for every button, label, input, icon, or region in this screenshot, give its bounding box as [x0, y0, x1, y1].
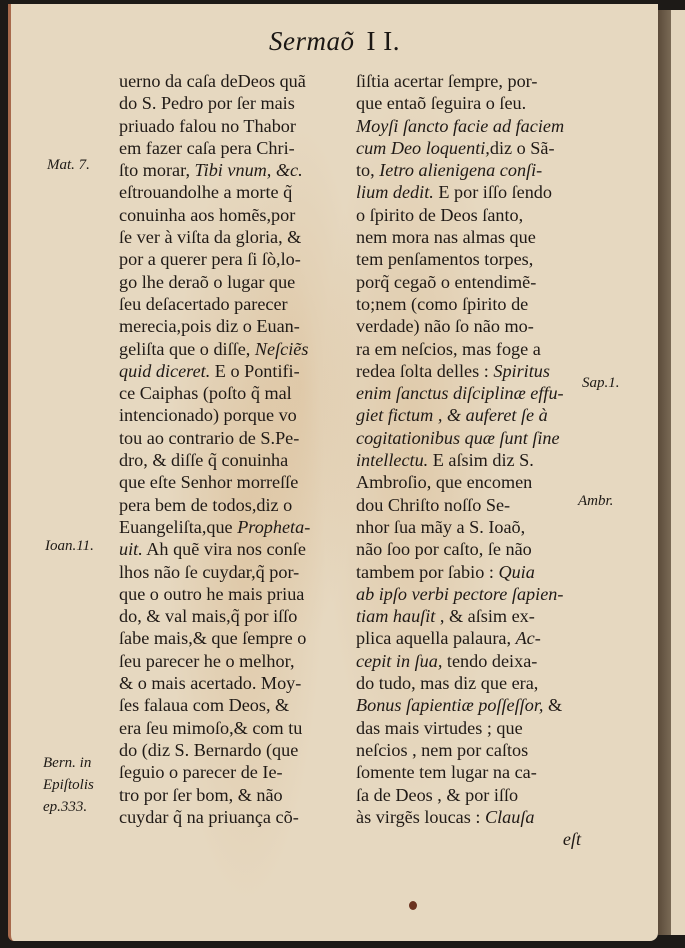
text-line: do, & val mais,q̃ por iſſo	[119, 606, 298, 627]
text-line: ſeu parecer he o melhor,	[119, 650, 295, 671]
text-line: do (diz S. Bernardo (que	[119, 739, 299, 760]
text-column-left	[119, 70, 341, 828]
text-line: das mais virtudes ; que	[356, 717, 523, 738]
text-line: por a querer pera ſi ſò,lo-	[119, 249, 301, 270]
text-line: uerno da caſa deDeos quã	[119, 71, 306, 91]
text-line: cum Deo loquenti,diz o Sã-	[356, 137, 555, 158]
running-head	[269, 26, 400, 57]
text-line: geliſta que o diſſe, Neſciẽs	[119, 338, 309, 359]
text-line: ſeguio o parecer de Ie-	[119, 762, 283, 783]
text-line: uit. Ah quẽ vira nos conſe	[119, 539, 306, 560]
text-line: lhos não ſe cuydar,q̃ por-	[119, 561, 300, 582]
book-gutter	[658, 10, 671, 935]
text-column-right	[356, 70, 581, 850]
text-line: não ſoo por caſto, ſe não	[356, 539, 532, 560]
facing-page-edge	[671, 10, 685, 935]
text-line: o ſpirito de Deos ſanto,	[356, 204, 524, 225]
header-title: Sermaõ	[269, 26, 355, 56]
text-line: priuado falou no Thabor	[119, 115, 296, 136]
text-line: merecia,pois diz o Euan-	[119, 316, 300, 337]
text-line: & o mais acertado. Moy-	[119, 673, 302, 694]
text-line: que o outro he mais priua	[119, 583, 305, 604]
text-line: Moyſi ſancto facie ad faciem	[356, 115, 565, 136]
text-line: cogitationibus quæ ſunt ſine	[356, 427, 560, 448]
text-line: ſeu deſacertado parecer	[119, 293, 288, 314]
text-line: ſes falaua com Deos, &	[119, 695, 290, 716]
text-line: Bonus ſapientiæ poſſeſſor, &	[356, 695, 563, 716]
margin-note-bern-line: Epiſtolis	[43, 777, 94, 793]
text-line: pera bem de todos,diz o	[119, 494, 293, 515]
text-line: ſa de Deos , & por iſſo	[356, 784, 519, 805]
text-line: em fazer caſa pera Chri-	[119, 137, 295, 158]
text-line: tiam hauſit , & aſsim ex-	[356, 606, 535, 627]
text-line: cuydar q̃ na priuança cõ-	[119, 806, 299, 827]
text-line: do S. Pedro por ſer mais	[119, 93, 295, 114]
text-line: ſe ver à viſta da gloria, &	[119, 227, 302, 248]
text-line: intellectu. E aſsim diz S.	[356, 450, 534, 471]
text-line: quid diceret. E o Pontifi-	[119, 360, 300, 381]
text-line: que eſte Senhor morreſſe	[119, 472, 299, 493]
text-line: dou Chriſto noſſo Se-	[356, 494, 511, 515]
text-line: tem penſamentos torpes,	[356, 249, 534, 270]
text-line: era ſeu mimoſo,& com tu	[119, 717, 303, 738]
text-line: tambem por ſabio : Quia	[356, 561, 535, 582]
header-number: I I.	[366, 26, 400, 56]
margin-note-bern-line: Bern. in	[43, 755, 92, 771]
text-line: Euangeliſta,que Propheta-	[119, 516, 311, 537]
text-line: intencionado) porque vo	[119, 405, 297, 426]
text-line: redea ſolta delles : Spiritus	[356, 360, 550, 381]
margin-note-sap: Sap.1.	[582, 375, 620, 391]
text-line: Ambroſio, que encomen	[356, 472, 533, 493]
text-line: lium dedit. E por iſſo ſendo	[356, 182, 552, 203]
text-line: neſcios , nem por caſtos	[356, 739, 529, 760]
text-line: giet fictum , & auferet ſe à	[356, 405, 548, 426]
text-line: ſomente tem lugar na ca-	[356, 762, 537, 783]
text-line: do tudo, mas diz que era,	[356, 673, 539, 694]
text-line: ſiſtia acertar ſempre, por-	[356, 71, 538, 91]
text-line: to;nem (como ſpirito de	[356, 293, 529, 314]
text-line: enim ſanctus diſciplinæ effu-	[356, 383, 564, 404]
ink-spot	[409, 901, 417, 910]
text-line: porq̃ cegaõ o entendimẽ-	[356, 271, 537, 292]
text-line: go lhe deraõ o lugar que	[119, 271, 296, 292]
text-line: cepit in ſua, tendo deixa-	[356, 650, 538, 671]
margin-note-ambr: Ambr.	[578, 493, 614, 509]
text-line: verdade) não ſo não mo-	[356, 316, 534, 337]
text-line: eſtrouandolhe a morte q̃	[119, 182, 293, 203]
text-line: conuinha aos homẽs,por	[119, 204, 296, 225]
text-line: nem mora nas almas que	[356, 227, 536, 248]
text-line: que entaõ ſeguira o ſeu.	[356, 93, 527, 114]
text-line: ce Caiphas (poſto q̃ mal	[119, 383, 292, 404]
text-line: eſt	[562, 829, 581, 850]
text-line: ab ipſo verbi pectore ſapien-	[356, 583, 564, 604]
text-line: ra em neſcios, mas foge a	[356, 338, 541, 359]
text-line: nhor ſua mãy a S. Ioaõ,	[356, 516, 526, 537]
margin-note-mat: Mat. 7.	[47, 157, 90, 173]
text-line: ſto morar, Tibi vnum, &c.	[119, 160, 303, 181]
text-line: tou ao contrario de S.Pe-	[119, 427, 300, 448]
margin-note-ioan: Ioan.11.	[45, 538, 94, 554]
text-line: to, Ietro alienigena conſi-	[356, 160, 543, 181]
margin-note-bern-line: ep.333.	[43, 799, 88, 815]
text-line: ſabe mais,& que ſempre o	[119, 628, 307, 649]
text-line: plica aquella palaura, Ac-	[356, 628, 541, 649]
book-page	[8, 4, 658, 941]
margin-note-bern	[43, 752, 94, 818]
text-line: às virgẽs loucas : Clauſa	[356, 806, 535, 827]
text-line: tro por ſer bom, & não	[119, 784, 283, 805]
text-line: dro, & diſſe q̃ conuinha	[119, 450, 289, 471]
